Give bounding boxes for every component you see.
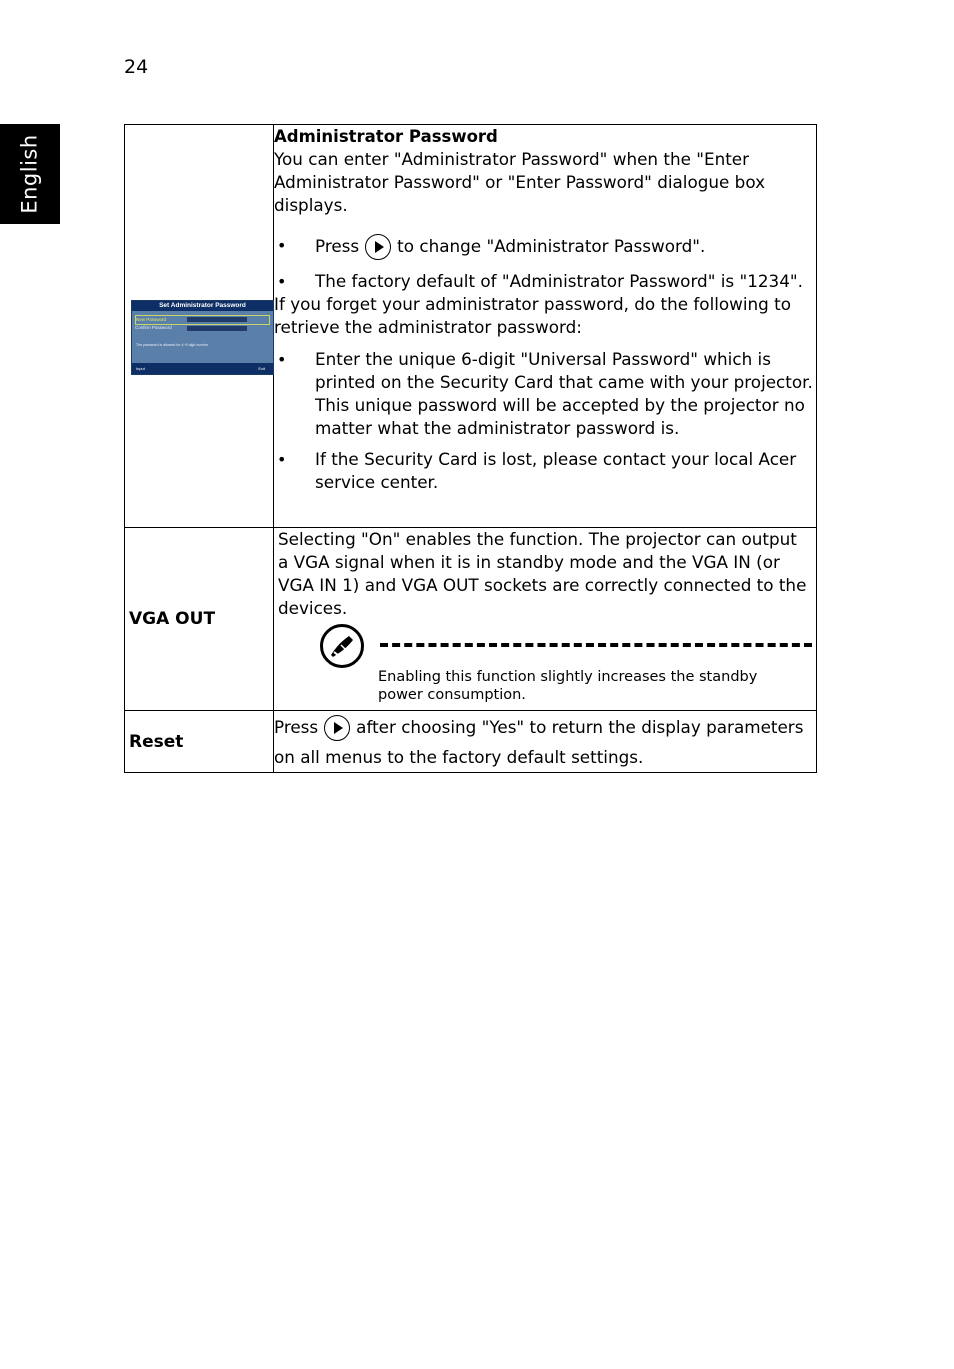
- admin-password-intro: You can enter "Administrator Password" when the "Enter Administrator Password" or "Enter Password" dialogue box displays.: [274, 149, 766, 215]
- osd-note: The password is allowed for 4~8 digit number: [136, 343, 209, 347]
- reset-label: Reset: [129, 731, 184, 752]
- list-item: [274, 348, 816, 440]
- language-tab: [0, 124, 60, 224]
- vga-out-note: Enabling this function slightly increases the standby power consumption.: [378, 669, 758, 703]
- osd-confirm-password: Confirm Password: [135, 325, 172, 330]
- vga-out-desc-cell: [274, 528, 817, 711]
- osd-new-password: New Password: [135, 315, 270, 325]
- list-item: [274, 448, 816, 494]
- table-row: [125, 528, 817, 711]
- bullet3-text: Enter the unique 6-digit "Universal Password" which is printed on the Security Card that came with your projector. This unique password will be accepted by the projector no matter what the administrator password is.: [315, 349, 813, 438]
- bullet1-pre: Press: [315, 236, 360, 256]
- page-number: 24: [124, 56, 149, 78]
- reset-label-cell: [125, 711, 274, 773]
- vga-out-label: VGA OUT: [129, 609, 216, 629]
- right-arrow-icon: [324, 715, 350, 741]
- list-item: [274, 270, 816, 293]
- osd-footer-input: Input: [136, 366, 145, 371]
- bullet-dot: •: [277, 350, 287, 369]
- list-item: [274, 234, 816, 260]
- bullet-dot: •: [277, 450, 287, 469]
- vga-out-desc: Selecting "On" enables the function. The projector can output a VGA signal when it is in standby mode and the VGA IN (or VGA IN 1) and VGA OUT sockets are correctly connected to the devices.: [278, 529, 807, 618]
- forget-password-text: If you forget your administrator password, do the following to retrieve the administrator password:: [274, 294, 792, 337]
- osd-title: Set Administrator Password: [132, 301, 273, 311]
- osd-footer: [132, 363, 273, 374]
- reset-desc-post: after choosing "Yes" to return the display parameters on all menus to the factory default settings.: [274, 717, 804, 767]
- reset-desc-cell: [274, 711, 817, 773]
- bullet-dot: •: [277, 272, 287, 291]
- reset-desc: [274, 712, 816, 772]
- reset-desc-pre: Press: [274, 717, 319, 737]
- vga-out-label-cell: [125, 528, 274, 711]
- osd-confirm-password-field: [187, 326, 247, 331]
- admin-password-heading: Administrator Password: [274, 127, 498, 146]
- bullet2-text: The factory default of "Administrator Password" is "1234".: [315, 271, 803, 291]
- osd-screenshot: [131, 300, 274, 375]
- bullet4-text: If the Security Card is lost, please contact your local Acer service center.: [315, 449, 797, 492]
- osd-new-password-field: [187, 317, 247, 322]
- language-tab-label: English: [18, 134, 43, 214]
- settings-table: [124, 124, 817, 773]
- table-row: [125, 125, 817, 528]
- admin-password-image-cell: [125, 125, 274, 528]
- table-row: [125, 711, 817, 773]
- bullet1-post: to change "Administrator Password".: [397, 236, 706, 256]
- osd-footer-exit: Exit: [258, 366, 265, 371]
- bullet-dot: •: [277, 236, 287, 255]
- note-pen-icon: [320, 624, 364, 668]
- note-divider: [380, 643, 812, 647]
- admin-password-desc-cell: [274, 125, 817, 528]
- right-arrow-icon: [365, 234, 391, 260]
